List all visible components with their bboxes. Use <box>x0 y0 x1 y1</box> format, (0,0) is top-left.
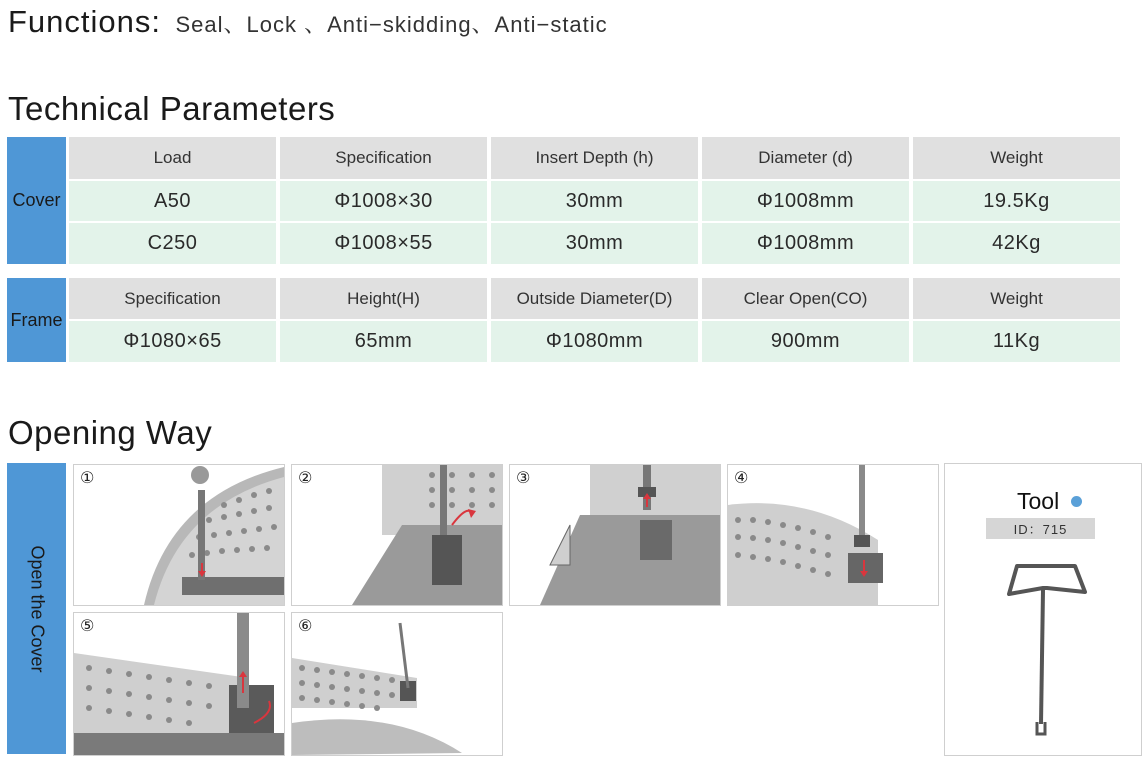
open-the-cover-text: Open the Cover <box>27 544 47 673</box>
step-4-image <box>727 464 939 606</box>
cover-header-weight: Weight <box>913 137 1120 179</box>
technical-parameters-title: Technical Parameters <box>8 90 336 127</box>
frame-header-weight: Weight <box>913 278 1120 319</box>
step-6-image <box>291 612 503 756</box>
frame-header-height: Height(H) <box>280 278 487 319</box>
frame-side-label <box>7 278 66 362</box>
table-cell: 30mm <box>491 181 698 221</box>
manhole-illustration-3 <box>510 465 720 605</box>
step-1-number: ① <box>80 468 95 487</box>
step-3-number: ③ <box>516 468 531 487</box>
frame-header-outside-diameter: Outside Diameter(D) <box>491 278 698 319</box>
manhole-illustration-4 <box>728 465 938 605</box>
table-cell: Φ1008×30 <box>280 181 487 221</box>
step-6-number: ⑥ <box>298 616 313 635</box>
table-cell: Φ1008mm <box>702 181 909 221</box>
step-5-image <box>73 612 285 756</box>
table-cell: Φ1080×65 <box>69 321 276 362</box>
manhole-illustration-5 <box>74 613 284 755</box>
frame-header-clear-open: Clear Open(CO) <box>702 278 909 319</box>
manhole-illustration-2 <box>292 465 502 605</box>
table-cell: 900mm <box>702 321 909 362</box>
table-cell: A50 <box>69 181 276 221</box>
table-cell: 30mm <box>491 223 698 264</box>
table-cell: 11Kg <box>913 321 1120 362</box>
functions-line <box>8 4 608 40</box>
functions-heading: Functions: <box>8 4 162 39</box>
table-cell: 65mm <box>280 321 487 362</box>
cover-header-diameter: Diameter (d) <box>702 137 909 179</box>
table-cell: 19.5Kg <box>913 181 1120 221</box>
tool-id: ID：715 <box>986 518 1095 539</box>
cover-header-insert-depth: Insert Depth (h) <box>491 137 698 179</box>
table-cell: 42Kg <box>913 223 1120 264</box>
step-3-image <box>509 464 721 606</box>
cover-header-specification: Specification <box>280 137 487 179</box>
cover-side-label <box>7 137 66 264</box>
table-cell: C250 <box>69 223 276 264</box>
cover-label-text: Cover <box>12 190 61 210</box>
table-cell: Φ1008mm <box>702 223 909 264</box>
manhole-illustration-1 <box>74 465 284 605</box>
step-5-number: ⑤ <box>80 616 95 635</box>
functions-value: Seal、Lock 、Anti−skidding、Anti−static <box>175 12 608 37</box>
tool-title: Tool <box>1017 488 1060 514</box>
table-cell: Φ1080mm <box>491 321 698 362</box>
table-cell: Φ1008×55 <box>280 223 487 264</box>
tool-panel <box>944 463 1142 756</box>
opening-way-title: Opening Way <box>8 414 213 451</box>
step-2-image <box>291 464 503 606</box>
step-2-number: ② <box>298 468 313 487</box>
step-4-number: ④ <box>734 468 749 487</box>
frame-header-specification: Specification <box>69 278 276 319</box>
lifting-key-icon <box>945 464 1141 755</box>
frame-label-text: Frame <box>10 309 63 330</box>
manhole-illustration-6 <box>292 613 502 755</box>
step-1-image <box>73 464 285 606</box>
cover-header-load: Load <box>69 137 276 179</box>
open-the-cover-label <box>7 463 66 754</box>
